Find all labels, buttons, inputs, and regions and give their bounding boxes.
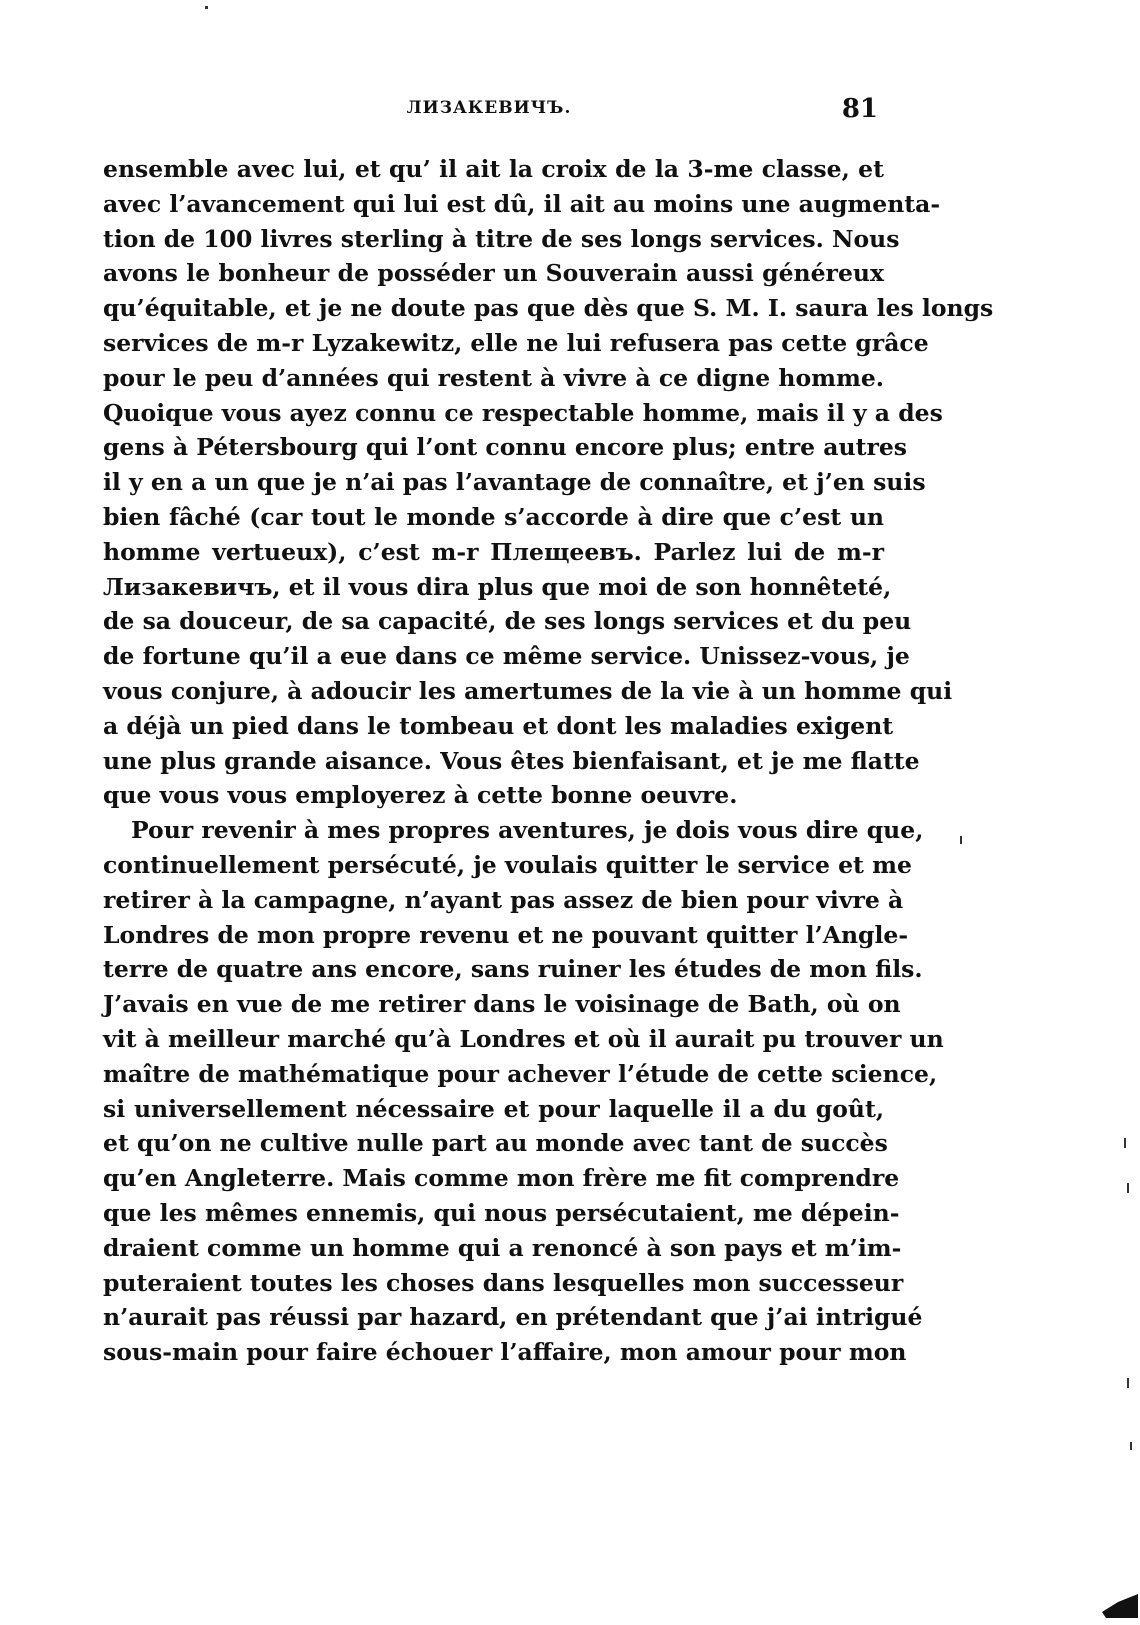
text-line: ensemble avec lui, et qu’ il ait la croix de la 3-me classe, et [103,155,884,183]
scan-speck [1124,1138,1126,1148]
text-line: homme vertueux), c’est m-r Плещеевъ. Parlez lui de m-r [103,537,884,566]
paragraph-first-line: Pour revenir à mes propres aventures, je dois vous dire que, [131,816,924,845]
text-line: n’aurait pas réussi par hazard, en prétendant que j’ai intrigué [103,1303,923,1332]
text-line: continuellement persécuté, je voulais quitter le service et me [103,850,912,879]
running-head [100,94,878,124]
text-line: et qu’on ne cultive nulle part au monde avec tant de succès [103,1129,888,1158]
text-line: puteraient toutes les choses dans lesquelles mon successeur [103,1268,904,1297]
text-line: Londres de mon propre revenu et ne pouvant quitter l’Angle- [103,920,909,949]
page-number: 81 [841,94,878,124]
text-line: tion de 100 livres sterling à titre de ses longs services. Nous [103,224,900,253]
text-line: vit à meilleur marché qu’à Londres et où il aurait pu trouver un [103,1024,944,1053]
text-line: Quoique vous ayez connu ce respectable homme, mais il y a des [103,398,943,427]
text-line: de fortune qu’il a eue dans ce même service. Unissez-vous, je [103,642,910,671]
running-title: ЛИЗАКЕВИЧЪ. [406,98,572,118]
text-line: maître de mathématique pour achever l’étude de cette science, [103,1059,938,1088]
scan-speck [205,6,208,9]
text-line: sous-main pour faire échouer l’affaire, mon amour pour mon [103,1338,907,1367]
text-line: de sa douceur, de sa capacité, de ses longs services et du peu [103,607,912,636]
text-line: bien fâché (car tout le monde s’accorde à dire que c’est un [103,502,884,531]
text-line: que les mêmes ennemis, qui nous persécutaient, me dépein- [103,1198,900,1227]
text-line: draient comme un homme qui a renoncé à son pays et m’im- [103,1233,902,1262]
text-line: avons le bonheur de posséder un Souverain aussi généreux [103,259,884,288]
body-text [103,152,994,1370]
text-line: terre de quatre ans encore, sans ruiner les études de mon fils. [103,955,923,984]
text-line: retirer à la campagne, n’ayant pas assez de bien pour vivre à [103,885,904,914]
scan-speck [960,836,962,844]
text-line: services de m-r Lyzakewitz, elle ne lui refusera pas cette grâce [103,328,929,357]
scan-speck [1127,1378,1129,1388]
text-line: pour le peu d’années qui restent à vivre à ce digne homme. [103,363,884,392]
text-line: qu’équitable, et je ne doute pas que dès que S. M. I. saura les longs [103,294,994,323]
text-line: a déjà un pied dans le tombeau et dont les maladies exigent [103,711,894,740]
text-line: J’avais en vue de me retirer dans le voisinage de Bath, où on [103,990,901,1019]
scan-speck [1127,1183,1129,1193]
text-line: vous conjure, à adoucir les amertumes de la vie à un homme qui [103,676,953,705]
text-line: Лизакевичъ, et il vous dira plus que moi de son honnêteté, [103,572,892,601]
page-corner-mark [1100,1590,1140,1620]
text-line: gens à Pétersbourg qui l’ont connu encore plus; entre autres [103,433,908,462]
text-line: il y en a un que je n’ai pas l’avantage de connaître, et j’en suis [103,468,926,497]
scan-speck [1130,1442,1132,1450]
text-line: que vous vous employerez à cette bonne oeuvre. [103,781,738,810]
text-line: si universellement nécessaire et pour laquelle il a du goût, [103,1094,884,1123]
text-line: qu’en Angleterre. Mais comme mon frère me fit comprendre [103,1164,900,1193]
text-line: une plus grande aisance. Vous êtes bienfaisant, et je me flatte [103,746,920,775]
text-line: avec l’avancement qui lui est dû, il ait au moins une augmenta- [103,189,941,218]
